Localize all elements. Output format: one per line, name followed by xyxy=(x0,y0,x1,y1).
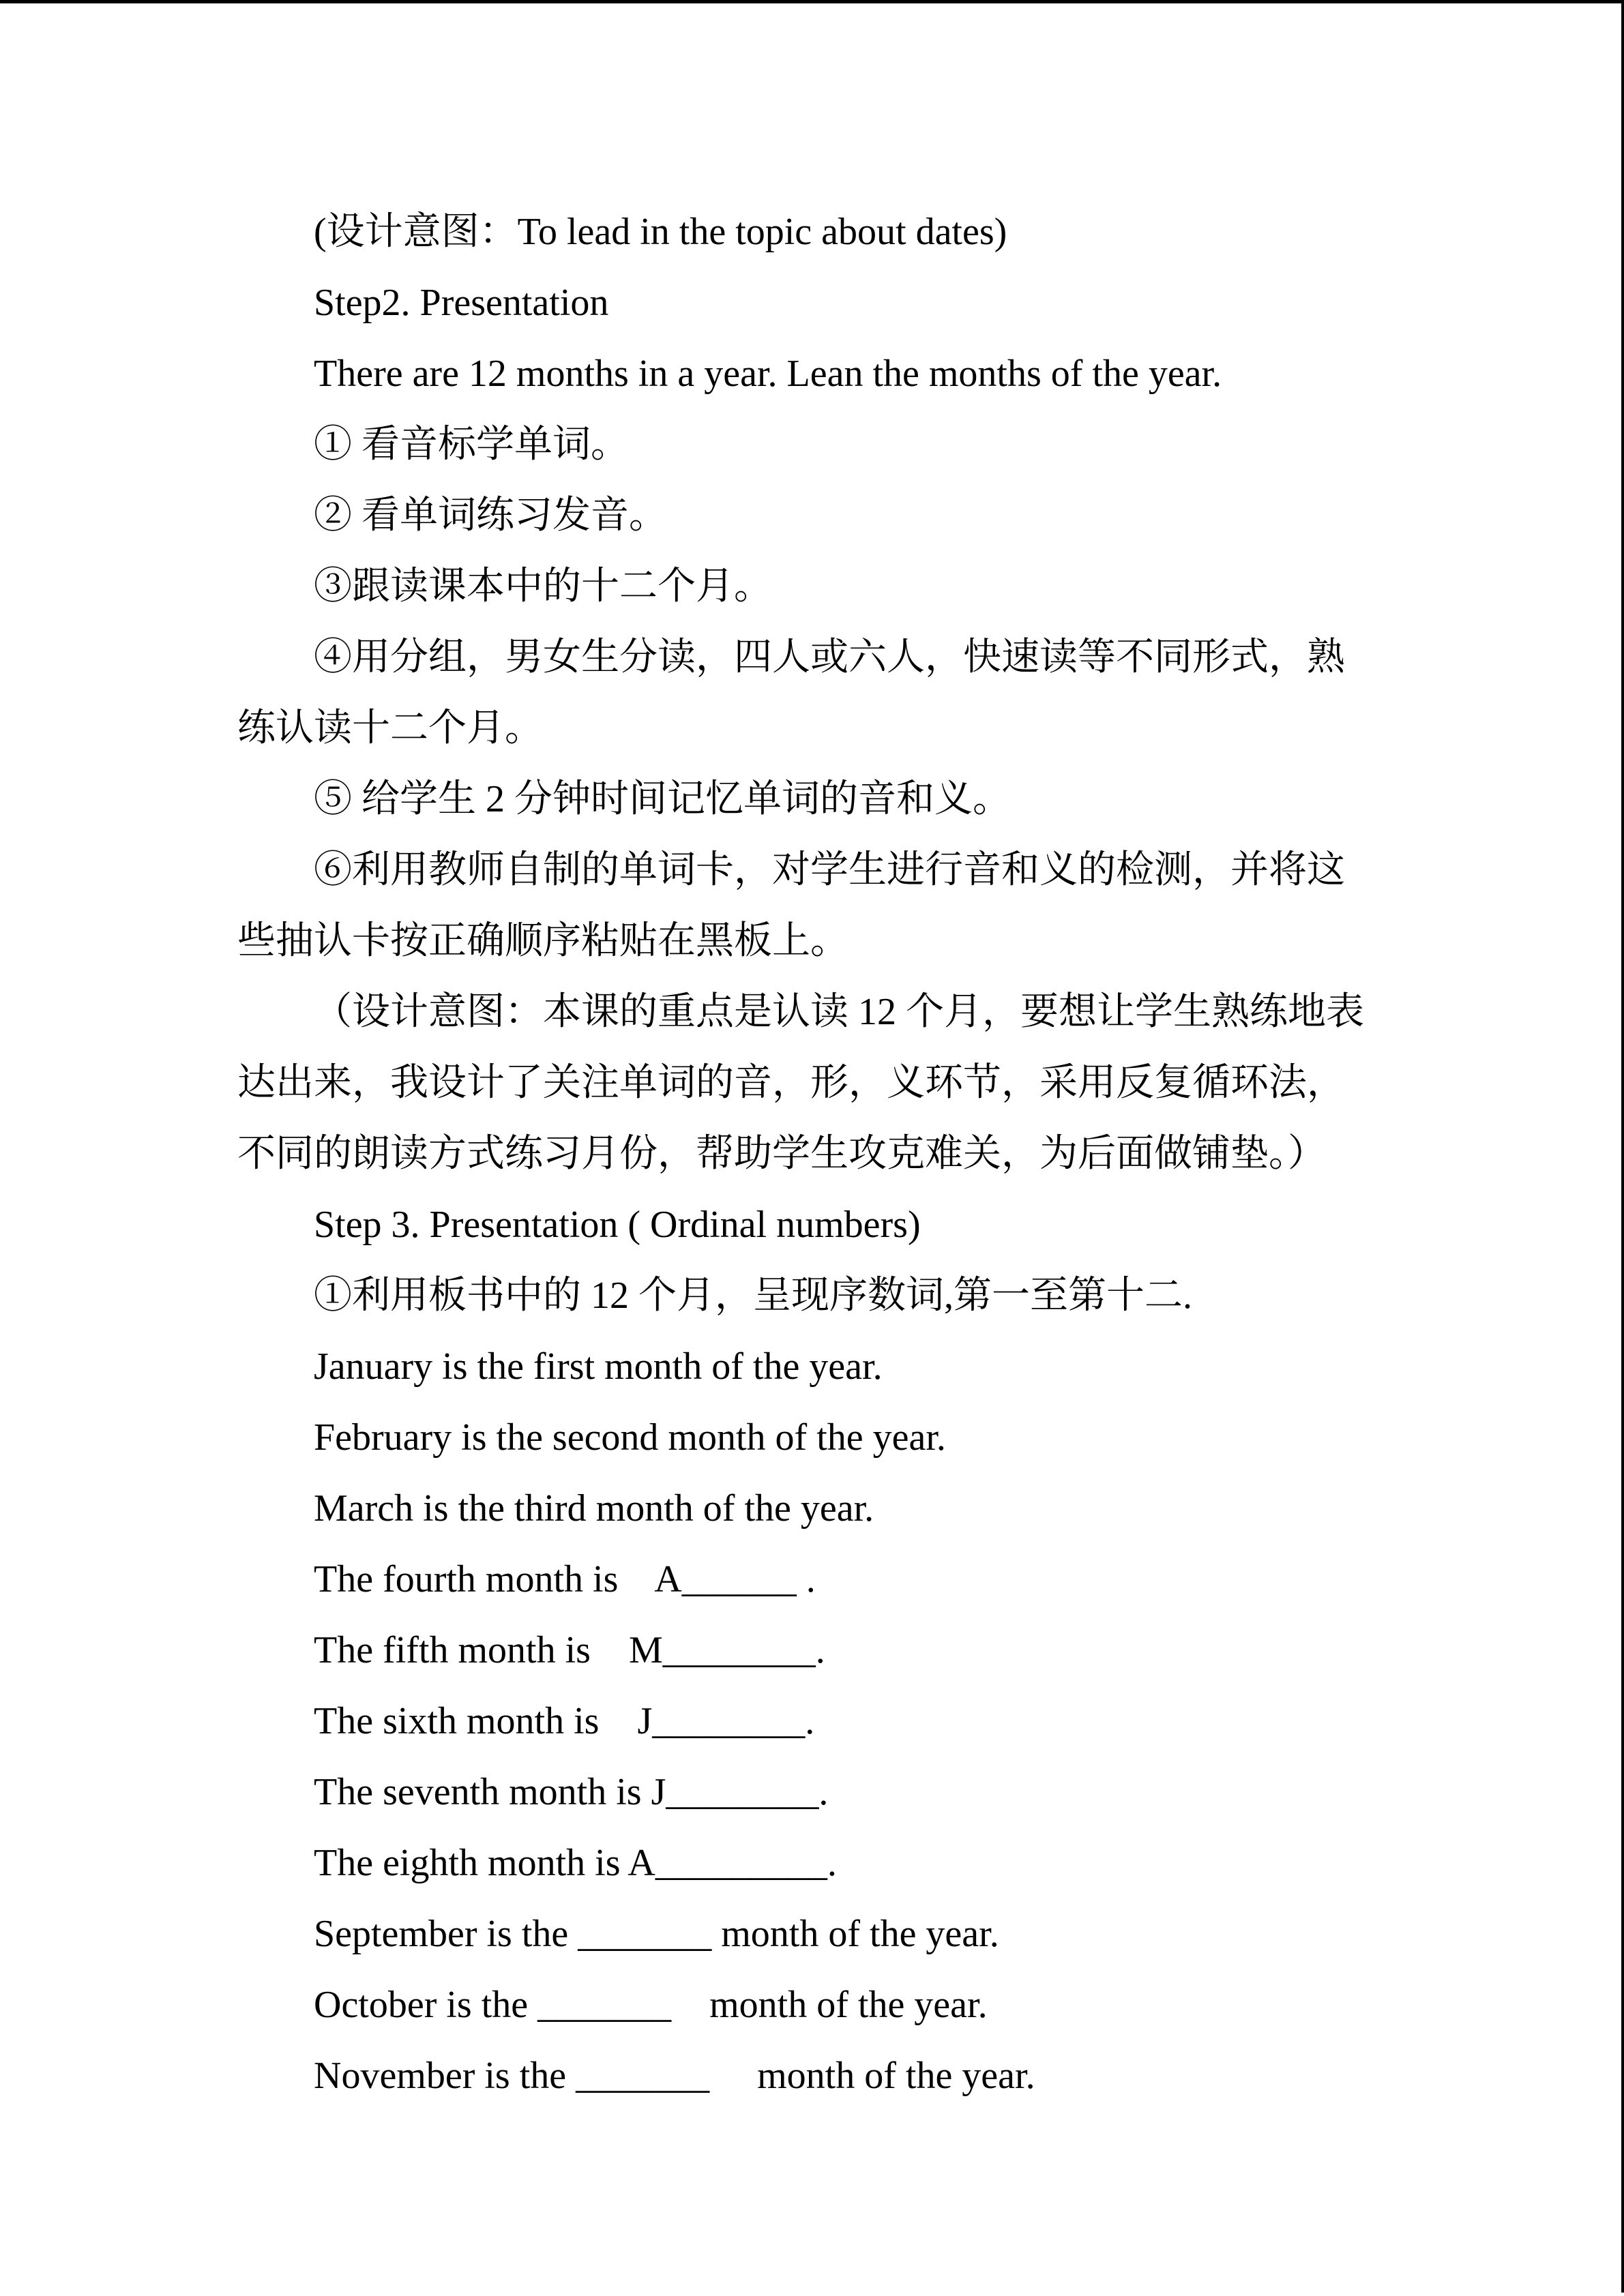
text-line: ② 看单词练习发音。 xyxy=(314,494,667,537)
text-line: ⑥利用教师自制的单词卡，对学生进行音和义的检测，并将这 xyxy=(314,849,1345,891)
text-line: September is the _______ month of the year. xyxy=(314,1913,999,1955)
text-line: The seventh month is J________. xyxy=(314,1771,829,1813)
page-right-border xyxy=(1621,3,1624,2293)
text-line: March is the third month of the year. xyxy=(314,1487,874,1530)
text-line: ① 看音标学单词。 xyxy=(314,423,629,466)
text-line: January is the first month of the year. xyxy=(314,1345,883,1388)
text-line: The sixth month is J________. xyxy=(314,1700,815,1742)
page-top-border xyxy=(0,0,1624,3)
text-line: ③跟读课本中的十二个月。 xyxy=(314,565,772,608)
text-line: (设计意图：To lead in the topic about dates) xyxy=(314,211,1007,253)
text-line: 达出来，我设计了关注单词的音，形，义环节，采用反复循环法， xyxy=(237,1062,1345,1104)
text-line: February is the second month of the year. xyxy=(314,1416,946,1459)
text-line: Step2. Presentation xyxy=(314,282,609,324)
text-line: October is the _______ month of the year. xyxy=(314,1984,988,2026)
text-line: There are 12 months in a year. Lean the months of the year. xyxy=(314,353,1222,395)
text-line: （设计意图：本课的重点是认读 12 个月，要想让学生熟练地表 xyxy=(314,991,1364,1033)
text-line: ④用分组，男女生分读，四人或六人，快速读等不同形式，熟 xyxy=(314,636,1345,679)
text-line: ⑤ 给学生 2 分钟时间记忆单词的音和义。 xyxy=(314,778,1011,820)
text-line: ①利用板书中的 12 个月，呈现序数词,第一至第十二. xyxy=(314,1274,1192,1317)
text-line: The eighth month is A_________. xyxy=(314,1842,837,1884)
text-line: November is the _______ month of the year. xyxy=(314,2055,1035,2097)
text-line: 练认读十二个月。 xyxy=(237,707,543,749)
text-line: 不同的朗读方式练习月份，帮助学生攻克难关，为后面做铺垫。） xyxy=(237,1133,1326,1175)
text-line: 些抽认卡按正确顺序粘贴在黑板上。 xyxy=(237,920,848,962)
text-line: The fifth month is M________. xyxy=(314,1629,825,1671)
text-line: Step 3. Presentation ( Ordinal numbers) xyxy=(314,1204,921,1246)
text-line: The fourth month is A______ . xyxy=(314,1558,816,1600)
document-body xyxy=(237,196,1390,2111)
